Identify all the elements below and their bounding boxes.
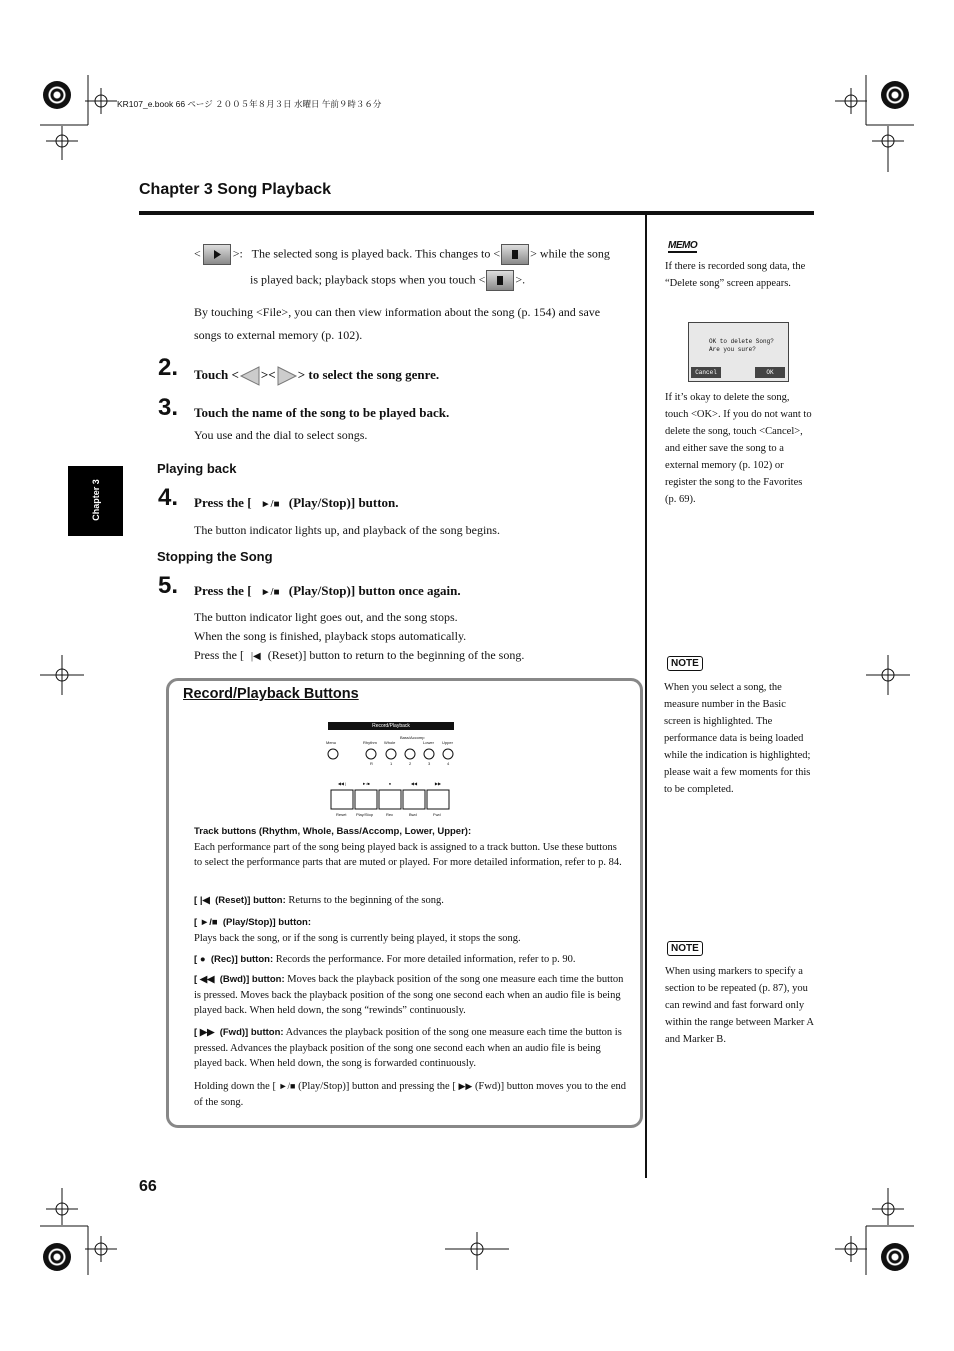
knob-num-r: R [370, 761, 373, 766]
note-tag-1: NOTE [667, 656, 703, 671]
knob-label-lower: Lower [423, 740, 434, 745]
rec-icon: ● [199, 954, 206, 965]
fwd-icon-2: ▶▶ [458, 1081, 473, 1091]
holding-desc: Holding down the [ ►/■ (Play/Stop)] button and pressing the [ ▶▶ (Fwd)] button moves you to the end of the song. [194, 1081, 627, 1108]
right-arrow-icon [276, 365, 298, 387]
fwd-icon: ▶▶ [199, 1027, 215, 1038]
left-arrow-icon [239, 365, 261, 387]
step-5-sub-1: The button indicator light goes out, and the song stops. [194, 610, 458, 624]
step-5-sub-2: When the song is finished, playback stops automatically. [194, 629, 467, 643]
step-5-sub-3: Press the [ |◀ (Reset)] button to return to the beginning of the song. [194, 648, 525, 662]
memo-icon: MEMO [668, 240, 698, 251]
column-divider [645, 215, 647, 1178]
reset-icon-2: |◀ [199, 895, 210, 906]
step-2-number: 2. [158, 354, 179, 381]
play-stop-icon-3: ►/■ [199, 917, 218, 928]
step-5-text: Press the [ ►/■ (Play/Stop)] button once again. [194, 583, 461, 598]
heading-playing-back: Playing back [157, 461, 237, 476]
panel-knobs [326, 720, 456, 820]
fwd-desc: [ ▶▶ (Fwd)] button: Advances the playback position of the song one measure each time the button is pressed. Advances the playback position of the song one second each when an audio file is being played back. When held down, the song is forwarded continuously. [194, 1027, 622, 1069]
panel-header: Record/Playback [328, 722, 454, 730]
button-label-reset: Reset [336, 812, 347, 817]
knob-label-menu: Menu [326, 740, 337, 745]
file-info-1: By touching <File>, you can then view information about the song (p. 154) and save [194, 305, 601, 319]
play-description-3: is played back; playback stops when you touch < [250, 272, 486, 287]
memo-text-1: If there is recorded song data, the “Delete song” screen appears. [665, 261, 806, 289]
note-text-2: When using markers to specify a section to be repeated (p. 87), you can rewind and fast forward only within the range between Marker A and Marker B. [665, 966, 814, 1045]
knob-num-2: 2 [409, 761, 412, 766]
play-description-2: > while the song [530, 246, 610, 261]
screen-line-2: Are you sure? [709, 346, 756, 353]
note-tag-2: NOTE [667, 941, 703, 956]
panel-illustration [326, 720, 456, 820]
reset-icon: |◀ [251, 651, 261, 662]
step-4-sub: The button indicator lights up, and playback of the song begins. [194, 523, 500, 537]
step-3-sub: You use and the dial to select songs. [194, 428, 368, 442]
side-tab-label: Chapter 3 [91, 479, 101, 521]
svg-text:◀◀: ◀◀ [410, 781, 418, 786]
play-stop-icon-2: ►/■ [260, 587, 280, 598]
knob-label-whole: Whole [384, 740, 396, 745]
bwd-icon: ◀◀ [199, 974, 215, 985]
track-desc: Track buttons (Rhythm, Whole, Bass/Accomp, Lower, Upper): Each performance part of the song being played back is assigned to a track button. Use these buttons to select the performance parts that are muted or played. For more detailed information, refer to p. 84. [194, 826, 622, 868]
play-description: The selected song is played back. This changes to < [251, 246, 501, 261]
svg-text:▶▶: ▶▶ [434, 781, 442, 786]
step-4-text: Press the [ ►/■ (Play/Stop)] button. [194, 495, 399, 510]
svg-text:►/■: ►/■ [362, 781, 370, 786]
play-description-4: >. [515, 272, 526, 287]
step-3-text: Touch the name of the song to be played back. [194, 405, 450, 420]
note-text-1: When you select a song, the measure number in the Basic screen is highlighted. The performance data is being loaded while the indication is highlighted; please wait a few moments for this to be completed. [664, 682, 811, 795]
knob-label-rhythm: Rhythm [363, 740, 377, 745]
reset-desc: [ |◀ (Reset)] button: Returns to the beginning of the song. [194, 895, 444, 906]
rec-desc: [ ● (Rec)] button: Records the performance. For more detailed information, refer to p. 90. [194, 954, 576, 965]
button-label-fwd: Fwd [433, 812, 441, 817]
intro-stop-line [250, 270, 650, 291]
page-number: 66 [139, 1178, 157, 1195]
step-4-number: 4. [158, 484, 179, 511]
heading-stopping: Stopping the Song [157, 549, 273, 564]
knob-label-bass: Bass/Accomp [400, 735, 425, 740]
knob-num-1: 1 [390, 761, 393, 766]
button-label-playstop: Play/Stop [356, 812, 374, 817]
intro-play-line: < >: The selected song is played back. This changes to < > while the song [194, 244, 634, 265]
play-stop-icon: ►/■ [260, 499, 280, 510]
print-header: KR107_e.book 66 ページ ２００５年８月３日 水曜日 午前９時３６分 [117, 99, 382, 109]
knob-num-4: 4 [447, 761, 450, 766]
stop-button-icon-2 [486, 270, 514, 291]
knob-label-upper: Upper [442, 740, 453, 745]
step-3-number: 3. [158, 394, 179, 421]
screen-line-1: OK to delete Song? [709, 338, 774, 345]
playstop-desc: [ ►/■ (Play/Stop)] button: Plays back the song, or if the song is currently being played, it stops the song. [194, 917, 521, 944]
play-button-icon [203, 244, 231, 265]
delete-song-screen [688, 322, 789, 382]
screen-cancel-button[interactable]: Cancel [691, 367, 721, 378]
screen-ok-button[interactable]: OK [755, 367, 785, 378]
play-stop-icon-4: ►/■ [278, 1081, 296, 1091]
knob-num-3: 3 [428, 761, 431, 766]
chapter-side-tab [68, 466, 123, 536]
svg-text:●: ● [388, 781, 392, 786]
file-info-2: songs to external memory (p. 102). [194, 328, 363, 342]
svg-text:◀◀ |: ◀◀ | [337, 781, 347, 786]
button-label-bwd: Bwd [409, 812, 417, 817]
header-rule [139, 211, 814, 215]
box-title: Record/Playback Buttons [183, 686, 359, 702]
memo-text-2: If it’s okay to delete the song, touch <OK>. If you do not want to delete the song, touch <Cancel>, and either save the song to a external memory (p. 102) or register the song to the Favorites (p. 69). [665, 392, 812, 505]
step-2-text: Touch < >< > to select the song genre. [194, 365, 439, 387]
chapter-title: Chapter 3 Song Playback [139, 181, 332, 198]
bwd-desc: [ ◀◀ (Bwd)] button: Moves back the playback position of the song one measure each time the button is pressed. Moves back the playback position of the song one second each when an audio file is being played back. When held down, the song “rewinds” continuously. [194, 974, 624, 1016]
stop-button-icon [501, 244, 529, 265]
button-label-rec: Rec [386, 812, 394, 817]
step-5-number: 5. [158, 572, 179, 599]
